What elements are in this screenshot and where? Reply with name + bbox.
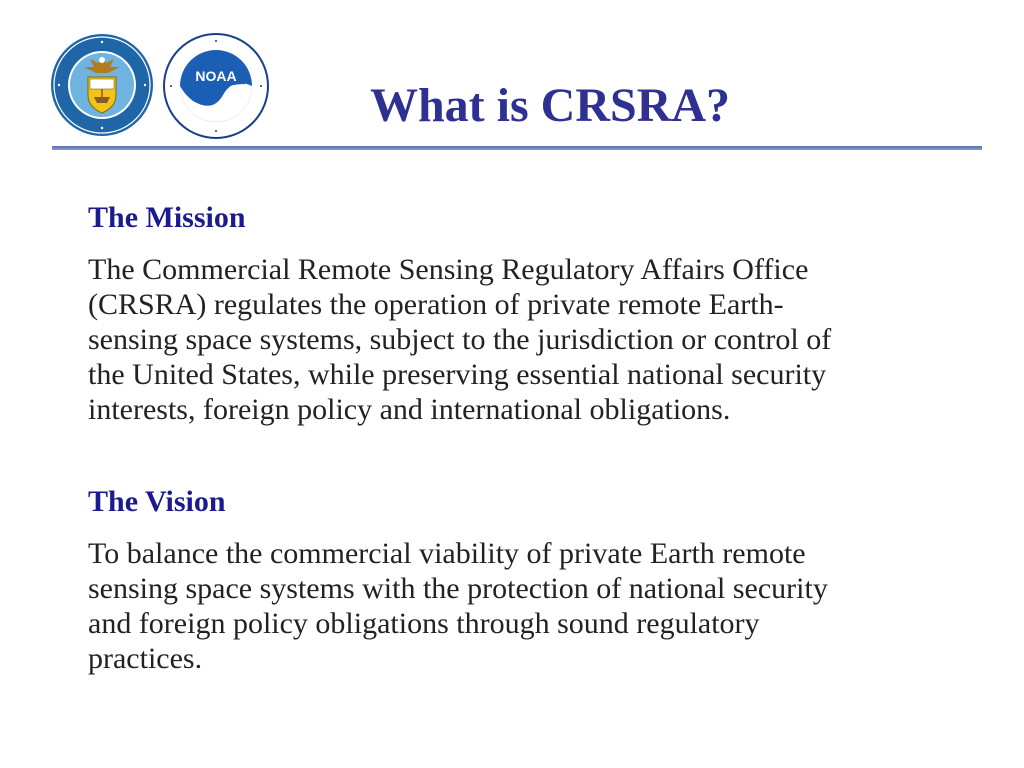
vision-heading: The Vision [88, 485, 226, 518]
svg-text:NOAA: NOAA [195, 68, 237, 84]
vision-paragraph [88, 536, 968, 676]
mission-line: The Commercial Remote Sensing Regulatory Affairs Office [88, 253, 809, 286]
mission-line: sensing space systems, subject to the jurisdiction or control of [88, 323, 832, 356]
mission-heading: The Mission [88, 201, 246, 234]
vision-line: practices. [88, 642, 203, 675]
mission-line: (CRSRA) regulates the operation of private remote Earth- [88, 288, 784, 321]
vision-line: and foreign policy obligations through sound regulatory [88, 607, 760, 640]
mission-paragraph [88, 252, 968, 427]
department-of-commerce-seal-icon [50, 33, 154, 137]
noaa-logo-icon [163, 33, 269, 139]
mission-line: the United States, while preserving essential national security [88, 358, 827, 391]
slide-title: What is CRSRA? [369, 79, 731, 132]
vision-line: To balance the commercial viability of private Earth remote [88, 537, 806, 570]
mission-line: interests, foreign policy and international obligations. [88, 393, 731, 426]
title-divider [52, 146, 982, 150]
vision-line: sensing space systems with the protection of national security [88, 572, 828, 605]
